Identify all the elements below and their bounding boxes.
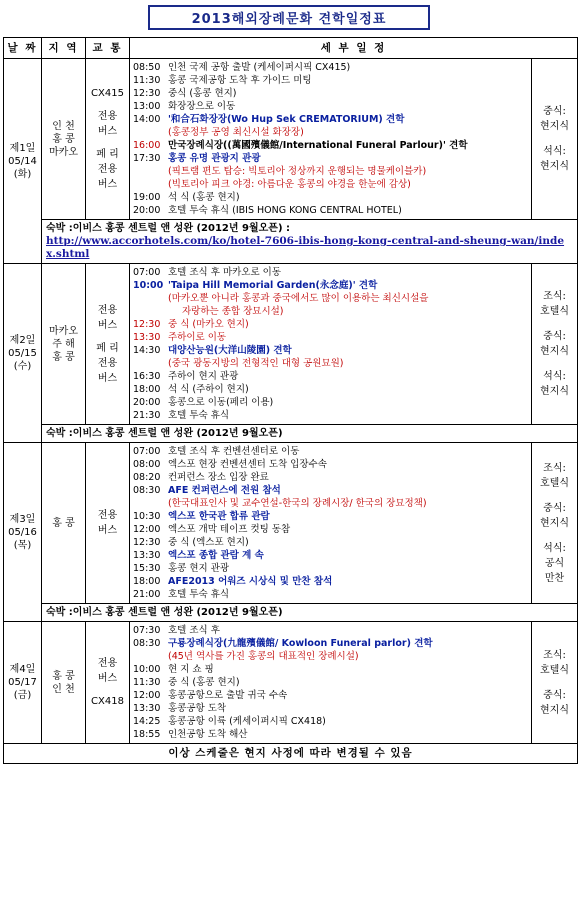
meal-line: 호텔식 bbox=[540, 664, 569, 676]
meal-line: 현지식 bbox=[540, 517, 569, 529]
spacer bbox=[86, 333, 129, 341]
meal-line: 중식: bbox=[543, 689, 566, 701]
day-row-4 bbox=[4, 622, 578, 744]
schedule-time: 07:00 bbox=[133, 267, 161, 278]
schedule-time: 20:00 bbox=[133, 397, 161, 408]
area-line: 홍 콩 bbox=[52, 670, 75, 682]
spacer bbox=[532, 531, 577, 541]
schedule-line bbox=[133, 497, 528, 510]
day-date-line: 제4일 bbox=[9, 664, 36, 675]
meal-line: 조식: bbox=[543, 462, 566, 474]
schedule-text: (픽트램 편도 탑승: 빅토리아 정상까지 운행되는 명물케이블카) bbox=[168, 166, 427, 177]
schedule-text: 중 식 (엑스포 현지) bbox=[168, 537, 249, 548]
schedule-time: 18:00 bbox=[133, 384, 161, 395]
day-details bbox=[130, 59, 532, 220]
day-date-line: 05/14 bbox=[8, 155, 37, 167]
meal-line: 석식: bbox=[543, 542, 566, 554]
meal-line: 조식: bbox=[543, 291, 566, 302]
day-date-line: 제3일 bbox=[9, 513, 36, 525]
day-meals bbox=[532, 264, 578, 425]
day-date-line: 05/16 bbox=[8, 526, 37, 538]
schedule-text: 중 식 (홍콩 현지) bbox=[168, 677, 240, 688]
hotel-row-3 bbox=[4, 604, 578, 622]
meal-line: 현지식 bbox=[540, 704, 569, 716]
schedule-time: 12:30 bbox=[133, 537, 161, 548]
schedule-text: 화장장으로 이동 bbox=[168, 101, 236, 112]
schedule-text: (한국대표인사 및 교수연설-한국의 장례시장/ 한국의 장묘정책) bbox=[168, 498, 427, 509]
transport-line: 전용 bbox=[97, 357, 118, 369]
schedule-line bbox=[133, 624, 528, 637]
spacer bbox=[532, 359, 577, 369]
schedule-line bbox=[133, 139, 528, 152]
schedule-line bbox=[133, 178, 528, 191]
schedule-line bbox=[133, 331, 528, 344]
meal-line: 현지식 bbox=[540, 121, 569, 132]
meal-line: 호텔식 bbox=[540, 306, 569, 317]
day-date-line: (화) bbox=[13, 168, 32, 180]
meal-line: 현지식 bbox=[540, 346, 569, 357]
area-line: 인 천 bbox=[52, 120, 75, 132]
schedule-line bbox=[133, 396, 528, 409]
transport-line: CX418 bbox=[91, 696, 124, 707]
transport-line: 페 리 bbox=[96, 149, 119, 160]
schedule-line bbox=[133, 204, 528, 217]
day-details bbox=[130, 443, 532, 604]
schedule-time: 10:00 bbox=[133, 664, 161, 675]
day-transport bbox=[86, 443, 130, 604]
schedule-text: (중국 광동지방의 전형적인 대형 공원묘원) bbox=[168, 358, 344, 369]
schedule-line bbox=[133, 575, 528, 588]
schedule-line bbox=[133, 74, 528, 87]
schedule-text: AFE2013 어워즈 시상식 및 만찬 참석 bbox=[168, 576, 333, 587]
schedule-time: 14:25 bbox=[133, 716, 161, 727]
area-line: 마카오 bbox=[49, 146, 78, 158]
header-row bbox=[4, 38, 578, 59]
hotel-link[interactable]: http://www.accorhotels.com/ko/hotel-7606-ibis-hong-kong-central-and-sheung-wan/index.shtml bbox=[46, 235, 565, 260]
day-details bbox=[130, 264, 532, 425]
schedule-text: AFE 컨퍼런스에 전원 참석 bbox=[168, 485, 281, 496]
meal-line: 호텔식 bbox=[540, 477, 569, 489]
meal-line: 석식: bbox=[543, 371, 566, 382]
transport-line: 버스 bbox=[97, 179, 118, 190]
spacer bbox=[86, 139, 129, 147]
hotel-info bbox=[42, 604, 578, 622]
day-meals bbox=[532, 622, 578, 744]
schedule-line bbox=[133, 318, 528, 331]
transport-line: 버스 bbox=[97, 126, 118, 137]
transport-line: 버스 bbox=[97, 525, 118, 536]
hotel-row-1 bbox=[4, 220, 578, 264]
schedule-line bbox=[133, 61, 528, 74]
schedule-line bbox=[133, 191, 528, 204]
schedule-text: 중식 (홍콩 현지) bbox=[168, 88, 237, 99]
schedule-text: 호텔 투숙 휴식 (IBIS HONG KONG CENTRAL HOTEL) bbox=[168, 205, 402, 216]
schedule-line bbox=[133, 536, 528, 549]
meal-line: 중식: bbox=[543, 106, 566, 117]
schedule-text: 주하이 현지 관광 bbox=[168, 371, 239, 382]
schedule-text: 홍콩 현지 관광 bbox=[168, 563, 230, 574]
day-date bbox=[4, 264, 42, 443]
transport-line: CX415 bbox=[91, 88, 124, 99]
schedule-table bbox=[3, 37, 578, 764]
day-area bbox=[42, 622, 86, 744]
schedule-text: 석 식 (주하이 현지) bbox=[168, 384, 249, 395]
schedule-time: 16:30 bbox=[133, 371, 161, 382]
hotel-label: 숙박 :이비스 홍콩 센트럴 앤 성완 (2012년 9월오픈) bbox=[46, 607, 283, 618]
schedule-text: 현 지 쇼 핑 bbox=[168, 664, 214, 675]
schedule-line bbox=[133, 126, 528, 139]
day-date bbox=[4, 443, 42, 622]
transport-line: 전용 bbox=[97, 111, 118, 122]
transport-line: 버스 bbox=[97, 673, 118, 684]
day-date-line: 05/15 bbox=[8, 347, 37, 359]
schedule-time: 10:00 bbox=[133, 280, 164, 291]
day-area bbox=[42, 264, 86, 425]
schedule-time: 08:20 bbox=[133, 472, 161, 483]
schedule-text: 석 식 (홍콩 현지) bbox=[168, 192, 240, 203]
schedule-text: 홍콩 국제공항 도착 후 가이드 미팅 bbox=[168, 75, 312, 86]
schedule-text: 컨퍼런스 장소 입장 완료 bbox=[168, 472, 269, 483]
schedule-line bbox=[133, 383, 528, 396]
schedule-text: (45년 역사를 가진 홍콩의 대표적인 장례시설) bbox=[168, 651, 359, 662]
schedule-text: 홍콩공항으로 출발 귀국 수속 bbox=[168, 690, 288, 701]
schedule-text: '和合石화장장(Wo Hup Sek CREMATORIUM) 견학 bbox=[168, 114, 405, 125]
schedule-line bbox=[133, 715, 528, 728]
schedule-time: 21:30 bbox=[133, 410, 161, 421]
area-line: 홍 콩 bbox=[52, 133, 75, 145]
header-date: 날 짜 bbox=[4, 38, 42, 59]
day-area bbox=[42, 443, 86, 604]
schedule-time: 14:00 bbox=[133, 114, 161, 125]
transport-line: 전용 bbox=[97, 164, 118, 175]
schedule-line bbox=[133, 344, 528, 357]
schedule-text: 대양산능원(大洋山陵園) 견학 bbox=[168, 345, 292, 356]
schedule-text: 만국장례식장((萬國殯儀館/International Funeral Parlour)' 견학 bbox=[168, 140, 468, 151]
hotel-info bbox=[42, 220, 578, 264]
schedule-text: 인천 국제 공항 출발 (케세이퍼시픽 CX415) bbox=[168, 62, 351, 73]
schedule-line bbox=[133, 152, 528, 165]
schedule-line bbox=[133, 292, 528, 305]
day-transport bbox=[86, 264, 130, 425]
meal-line: 현지식 bbox=[540, 161, 569, 172]
schedule-line bbox=[133, 87, 528, 100]
schedule-time: 12:30 bbox=[133, 319, 161, 330]
schedule-text: 'Taipa Hill Memorial Garden(永念庭)' 견학 bbox=[168, 280, 378, 291]
spacer bbox=[86, 686, 129, 694]
day-date bbox=[4, 59, 42, 264]
schedule-time: 21:00 bbox=[133, 589, 161, 600]
transport-line: 버스 bbox=[97, 372, 118, 384]
schedule-time: 07:30 bbox=[133, 625, 161, 636]
schedule-line bbox=[133, 663, 528, 676]
transport-line: 전용 bbox=[97, 304, 118, 316]
schedule-text: 구룡장례식장(九龍殯儀館/ Kowloon Funeral parlor) 견학 bbox=[168, 638, 433, 649]
schedule-time: 13:30 bbox=[133, 703, 161, 714]
schedule-line bbox=[133, 357, 528, 370]
meal-line: 현지식 bbox=[540, 386, 569, 397]
header-area: 지 역 bbox=[42, 38, 86, 59]
schedule-line bbox=[133, 458, 528, 471]
header-transport: 교 통 bbox=[86, 38, 130, 59]
hotel-info bbox=[42, 425, 578, 443]
schedule-text: 주하이로 이동 bbox=[168, 332, 227, 343]
day-transport bbox=[86, 622, 130, 744]
day-row-2 bbox=[4, 264, 578, 425]
schedule-time: 08:00 bbox=[133, 459, 161, 470]
schedule-line bbox=[133, 370, 528, 383]
day-row-3 bbox=[4, 443, 578, 604]
schedule-text: 호텔 투숙 휴식 bbox=[168, 589, 230, 600]
meal-line: 중식: bbox=[543, 502, 566, 514]
schedule-text: (홍콩정부 공영 최신시설 화장장) bbox=[168, 127, 304, 138]
schedule-line bbox=[133, 523, 528, 536]
schedule-time: 08:50 bbox=[133, 62, 161, 73]
schedule-text: 홍콩공항 이륙 (케세이퍼시픽 CX418) bbox=[168, 716, 326, 727]
transport-line: 전용 bbox=[97, 510, 118, 521]
area-line: 인 천 bbox=[52, 683, 75, 695]
schedule-line bbox=[133, 165, 528, 178]
area-line: 홍 콩 bbox=[52, 517, 75, 529]
day-details bbox=[130, 622, 532, 744]
day-row-1 bbox=[4, 59, 578, 220]
day-transport bbox=[86, 59, 130, 220]
schedule-line bbox=[133, 471, 528, 484]
meal-line: 조식: bbox=[543, 649, 566, 661]
schedule-time: 19:00 bbox=[133, 192, 161, 203]
meal-line: 만찬 bbox=[544, 572, 565, 584]
transport-line: 전용 bbox=[97, 658, 118, 669]
schedule-time: 08:30 bbox=[133, 485, 161, 496]
area-line: 마카오 bbox=[49, 325, 78, 337]
schedule-time: 16:00 bbox=[133, 140, 161, 151]
schedule-line bbox=[133, 562, 528, 575]
schedule-time: 18:55 bbox=[133, 729, 161, 740]
schedule-line bbox=[133, 676, 528, 689]
schedule-text: 자랑하는 종합 장묘시설) bbox=[182, 306, 284, 317]
schedule-text: (마카오뿐 아니라 홍콩과 중국에서도 많이 이용하는 최신시설을 bbox=[168, 293, 429, 304]
spacer bbox=[532, 134, 577, 144]
schedule-text: 호텔 조식 후 컨벤션센터로 이동 bbox=[168, 446, 300, 457]
schedule-line bbox=[133, 484, 528, 497]
hotel-label: 숙박 :이비스 홍콩 센트럴 앤 성완 (2012년 9월오픈) bbox=[46, 428, 283, 439]
schedule-line bbox=[133, 549, 528, 562]
schedule-time: 18:00 bbox=[133, 576, 161, 587]
schedule-line bbox=[133, 689, 528, 702]
area-line: 홍 콩 bbox=[52, 351, 75, 363]
day-meals bbox=[532, 443, 578, 604]
day-date-line: (금) bbox=[13, 690, 32, 701]
schedule-text: (빅토리아 피크 야경: 아름다운 홍콩의 야경을 한눈에 감상) bbox=[168, 179, 411, 190]
footer-note: 이상 스케줄은 현지 사정에 따라 변경될 수 있음 bbox=[4, 744, 578, 764]
day-date-line: (목) bbox=[13, 539, 32, 551]
schedule-line bbox=[133, 637, 528, 650]
schedule-time: 10:30 bbox=[133, 511, 161, 522]
schedule-time: 11:30 bbox=[133, 75, 161, 86]
schedule-time: 07:00 bbox=[133, 446, 161, 457]
spacer bbox=[86, 101, 129, 109]
schedule-time: 14:30 bbox=[133, 345, 161, 356]
schedule-line bbox=[133, 650, 528, 663]
page-title: 2013해외장례문화 견학일정표 bbox=[148, 5, 430, 30]
schedule-text: 홍콩 유명 관광지 관광 bbox=[168, 153, 261, 164]
hotel-label: 숙박 :이비스 홍콩 센트럴 앤 성완 (2012년 9월오픈) : bbox=[46, 223, 291, 234]
schedule-line bbox=[133, 279, 528, 292]
schedule-time: 15:30 bbox=[133, 563, 161, 574]
header-details: 세 부 일 정 bbox=[130, 38, 578, 59]
meal-line: 중식: bbox=[543, 331, 566, 342]
schedule-line bbox=[133, 728, 528, 741]
schedule-line bbox=[133, 588, 528, 601]
schedule-line bbox=[133, 305, 528, 318]
day-area bbox=[42, 59, 86, 220]
schedule-time: 11:30 bbox=[133, 677, 161, 688]
schedule-text: 엑스포 한국관 합류 관람 bbox=[168, 511, 270, 522]
transport-line: 버스 bbox=[97, 319, 118, 331]
schedule-line bbox=[133, 409, 528, 422]
schedule-text: 인천공항 도착 해산 bbox=[168, 729, 248, 740]
schedule-time: 13:30 bbox=[133, 332, 161, 343]
schedule-time: 20:00 bbox=[133, 205, 161, 216]
schedule-line bbox=[133, 266, 528, 279]
schedule-time: 12:00 bbox=[133, 690, 161, 701]
transport-line: 페 리 bbox=[96, 342, 119, 354]
day-date-line: 제1일 bbox=[9, 142, 36, 154]
schedule-text: 호텔 조식 후 bbox=[168, 625, 220, 636]
schedule-text: 엑스포 종합 관람 계 속 bbox=[168, 550, 264, 561]
schedule-text: 호텔 조식 후 마카오로 이동 bbox=[168, 267, 282, 278]
meal-line: 공식 bbox=[544, 557, 565, 569]
schedule-time: 12:00 bbox=[133, 524, 161, 535]
day-meals bbox=[532, 59, 578, 220]
schedule-text: 엑스포 개막 테이프 컷팅 동참 bbox=[168, 524, 291, 535]
schedule-line bbox=[133, 510, 528, 523]
schedule-line bbox=[133, 100, 528, 113]
spacer bbox=[532, 678, 577, 688]
area-line: 주 해 bbox=[52, 338, 75, 350]
day-date-line: 제2일 bbox=[9, 334, 36, 346]
day-date-line: (수) bbox=[13, 360, 32, 372]
footer-row bbox=[4, 744, 578, 764]
hotel-row-2 bbox=[4, 425, 578, 443]
schedule-text: 홍콩공항 도착 bbox=[168, 703, 227, 714]
schedule-line bbox=[133, 445, 528, 458]
day-date bbox=[4, 622, 42, 744]
meal-line: 석식: bbox=[543, 146, 566, 157]
schedule-text: 중 식 (마카오 현지) bbox=[168, 319, 249, 330]
schedule-text: 호텔 투숙 휴식 bbox=[168, 410, 230, 421]
schedule-time: 08:30 bbox=[133, 638, 161, 649]
schedule-text: 엑스포 현장 컨벤션센터 도착 입장수속 bbox=[168, 459, 327, 470]
schedule-line bbox=[133, 702, 528, 715]
schedule-time: 13:30 bbox=[133, 550, 161, 561]
schedule-time: 17:30 bbox=[133, 153, 161, 164]
schedule-line bbox=[133, 113, 528, 126]
schedule-time: 13:00 bbox=[133, 101, 161, 112]
schedule-text: 홍콩으로 이동(페리 이용) bbox=[168, 397, 274, 408]
schedule-time: 12:30 bbox=[133, 88, 161, 99]
day-date-line: 05/17 bbox=[8, 677, 37, 688]
spacer bbox=[532, 319, 577, 329]
spacer bbox=[532, 491, 577, 501]
